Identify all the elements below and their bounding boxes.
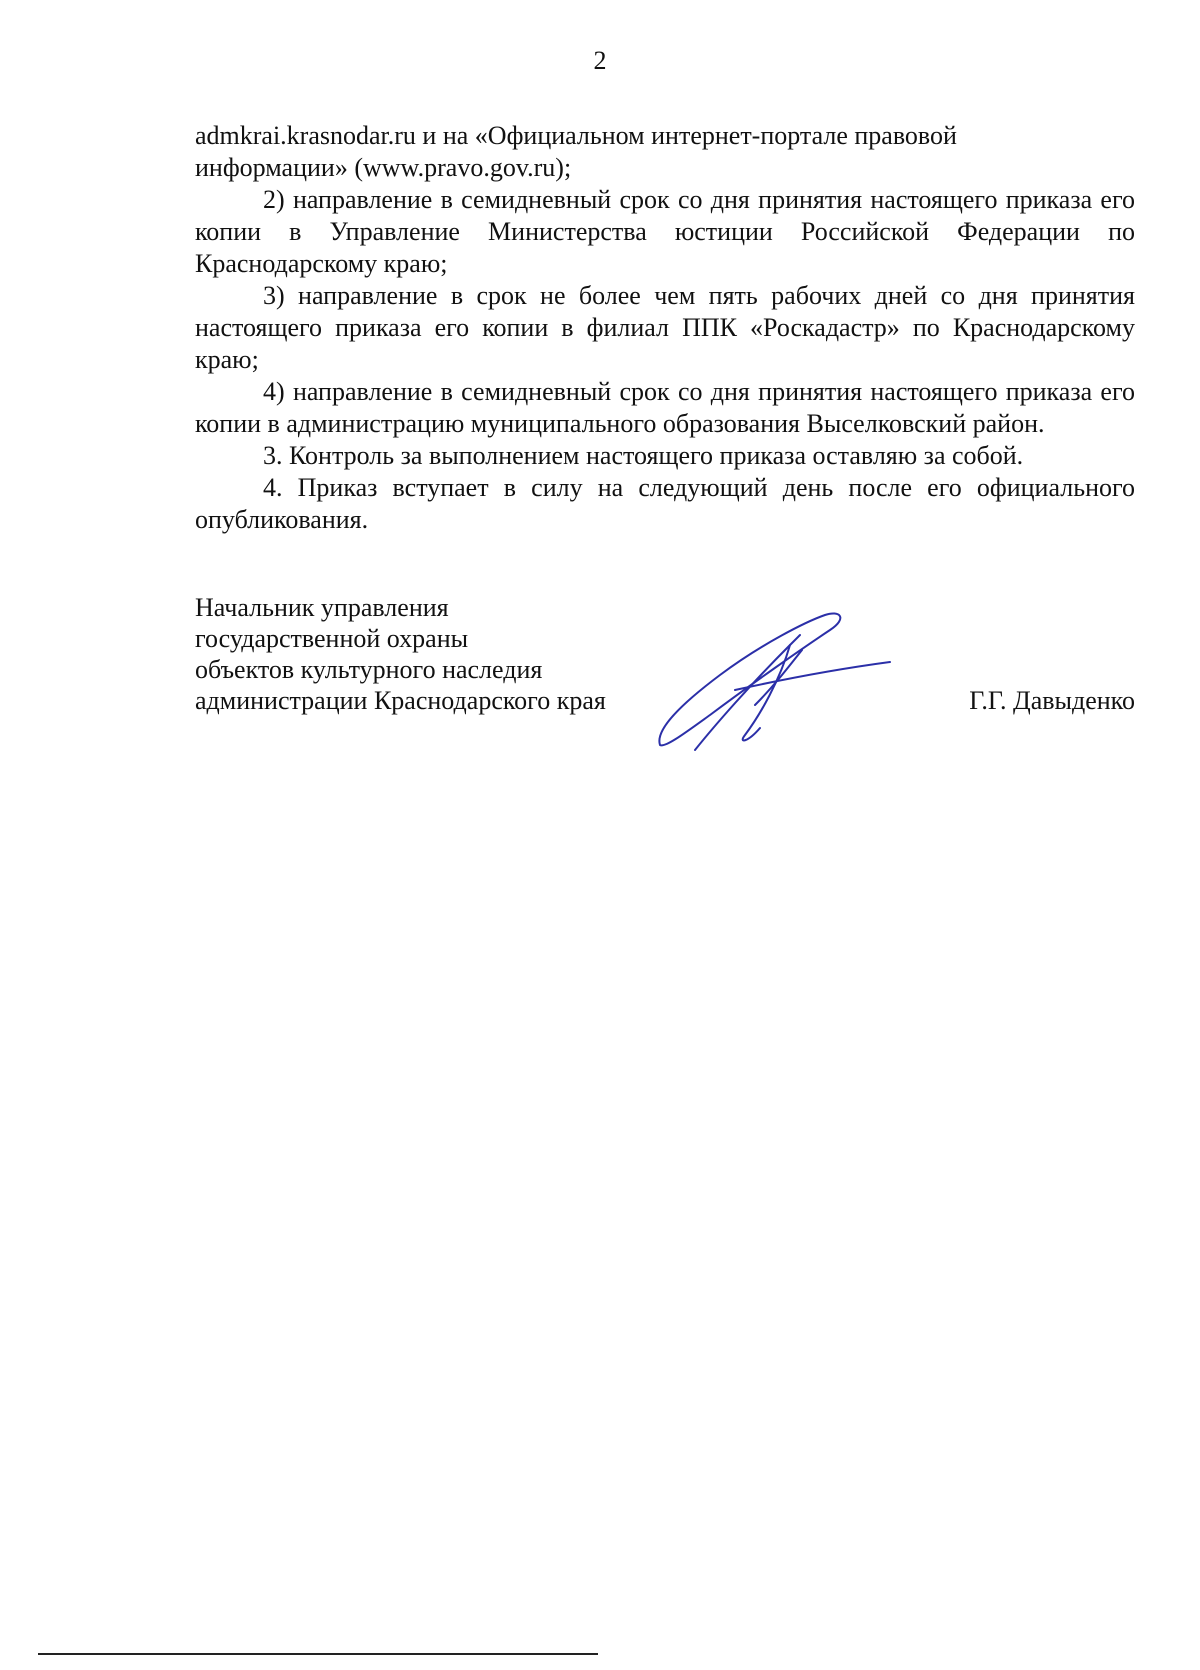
- paragraph-control: 3. Контроль за выполнением настоящего приказа оставляю за собой.: [263, 441, 1024, 470]
- page-number: 2: [593, 46, 607, 75]
- signature-stroke: [659, 613, 840, 745]
- position-line: Начальник управления: [195, 593, 449, 622]
- document-body: [195, 120, 1135, 536]
- position-line: администрации Краснодарского края: [195, 686, 606, 715]
- handwritten-signature: [640, 610, 900, 760]
- paragraph-item-2: 2) направление в семидневный срок со дня принятия настоящего приказа его копии в Управление Министерства юстиции Российской Федерации по Краснодарскому краю;: [195, 185, 1135, 278]
- paragraph-effective: 4. Приказ вступает в силу на следующий день после его официального опубликования.: [195, 473, 1135, 534]
- footer-rule: [38, 1653, 598, 1655]
- paragraph-1-line-1: admkrai.krasnodar.ru и на «Официальном интернет-портале правовой: [195, 121, 957, 150]
- paragraph-item-4: 4) направление в семидневный срок со дня принятия настоящего приказа его копии в администрацию муниципального образования Выселковский район.: [195, 377, 1135, 438]
- paragraph-item-3: 3) направление в срок не более чем пять рабочих дней со дня принятия настоящего приказа его копии в филиал ППК «Роскадастр» по Краснодарскому краю;: [195, 281, 1135, 374]
- signatory-name: Г.Г. Давыденко: [969, 686, 1135, 715]
- paragraph-1-continuation: информации» (www.pravo.gov.ru);: [195, 153, 572, 182]
- position-line: объектов культурного наследия: [195, 655, 543, 684]
- signature-stroke: [735, 662, 890, 690]
- position-line: государственной охраны: [195, 624, 469, 653]
- signatory-position: [195, 592, 655, 716]
